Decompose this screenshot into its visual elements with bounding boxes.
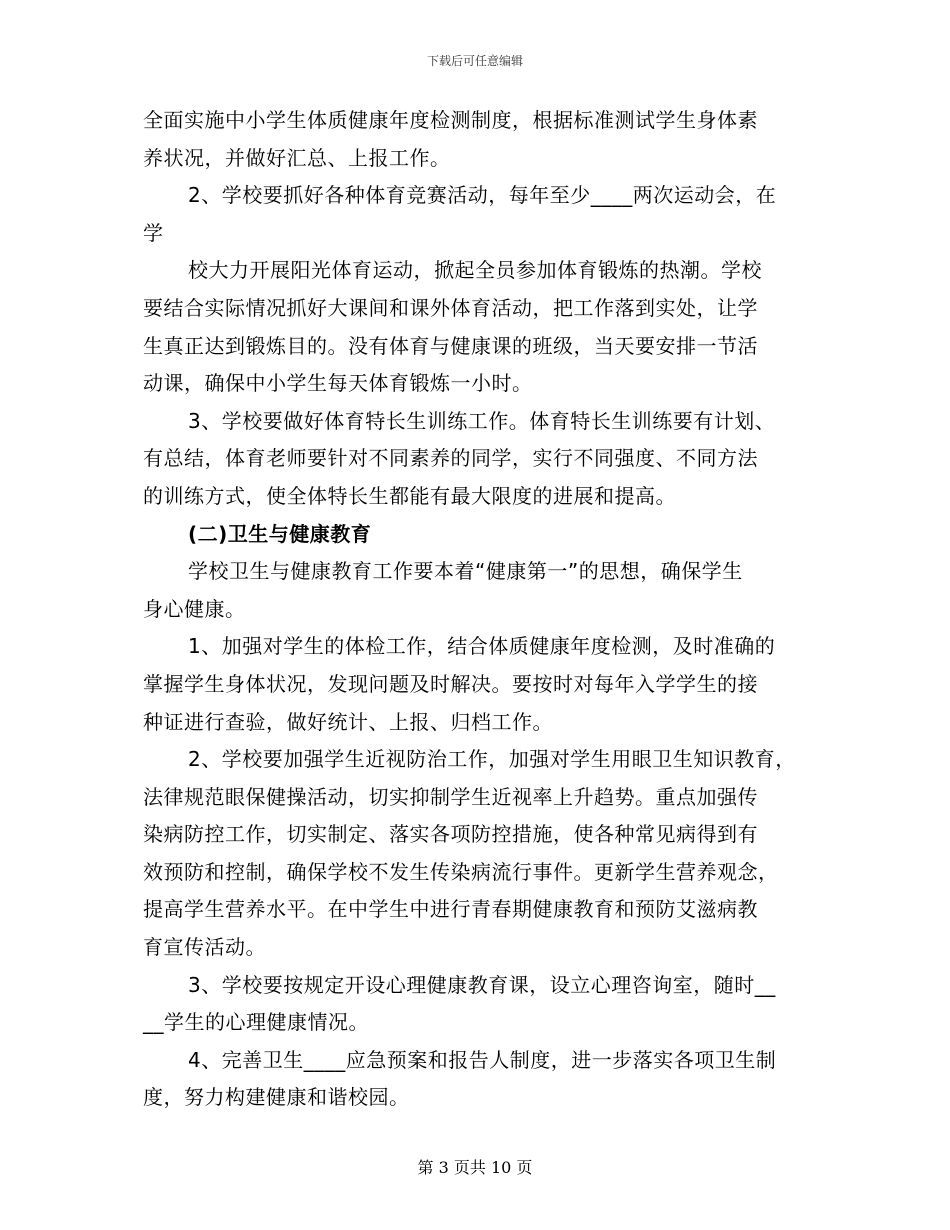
text-line: 学	[143, 220, 164, 245]
text-line: 要结合实际情况抓好大课间和课外体育活动，把工作落到实处，让学	[143, 295, 758, 320]
page-footer: 第 3 页共 10 页	[417, 1158, 533, 1177]
page-header: 下载后可任意编辑	[426, 54, 523, 68]
text-line: 有总结，体育老师要针对不同素养的同学，实行不同强度、不同方法	[143, 446, 758, 471]
document-body	[143, 102, 823, 1117]
text-line: 动课，确保中小学生每天体育锻炼一小时。	[143, 371, 533, 396]
text-line: 效预防和控制，确保学校不发生传染病流行事件。更新学生营养观念，	[143, 859, 779, 884]
text-line: 2、学校要加强学生近视防治工作，加强对学生用眼卫生知识教育，	[188, 747, 796, 772]
text-line: __学生的心理健康情况。	[143, 1010, 369, 1035]
text-line: 育宣传活动。	[143, 935, 266, 960]
text-line: 学校卫生与健康教育工作要本着“健康第一”的思想，确保学生	[188, 559, 743, 584]
text-line: 掌握学生身体状况，发现问题及时解决。要按时对每年入学学生的接	[143, 671, 758, 696]
text-line: 度，努力构建健康和谐校园。	[143, 1085, 410, 1110]
text-line: 4、完善卫生____应急预案和报告人制度，进一步落实各项卫生制	[188, 1047, 777, 1072]
text-line: 3、学校要按规定开设心理健康教育课，设立心理咨询室，随时__	[188, 972, 776, 997]
text-line: 1、加强对学生的体检工作，结合体质健康年度检测，及时准确的	[188, 634, 776, 659]
text-line: 身心健康。	[143, 596, 246, 621]
text-line: 染病防控工作，切实制定、落实各项防控措施，使各种常见病得到有	[143, 822, 758, 847]
text-line: 校大力开展阳光体育运动，掀起全员参加体育锻炼的热潮。学校	[188, 258, 762, 283]
text-line: 养状况，并做好汇总、上报工作。	[143, 145, 451, 170]
text-line: 法律规范眼保健操活动，切实抑制学生近视率上升趋势。重点加强传	[143, 784, 758, 809]
text-line: 的训练方式，使全体特长生都能有最大限度的进展和提高。	[143, 483, 676, 508]
text-line: 提高学生营养水平。在中学生中进行青春期健康教育和预防艾滋病教	[143, 897, 758, 922]
text-line: 2、学校要抓好各种体育竞赛活动，每年至少____两次运动会，在	[188, 183, 777, 208]
section-heading: (二)卫生与健康教育	[188, 521, 372, 546]
text-line: 生真正达到锻炼目的。没有体育与健康课的班级，当天要安排一节活	[143, 333, 758, 358]
text-line: 3、学校要做好体育特长生训练工作。体育特长生训练要有计划、	[188, 408, 776, 433]
text-line: 全面实施中小学生体质健康年度检测制度，根据标准测试学生身体素	[143, 108, 758, 132]
text-line: 种证进行查验，做好统计、上报、归档工作。	[143, 709, 553, 734]
